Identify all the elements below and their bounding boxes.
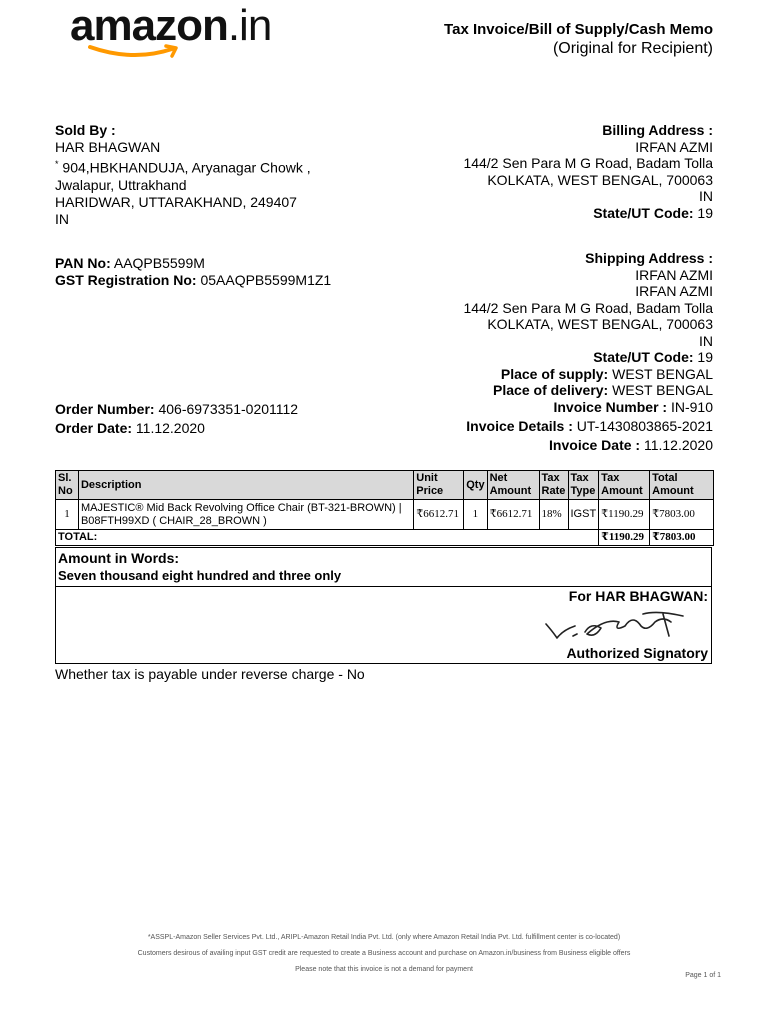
invoice-date-row — [466, 436, 713, 455]
pan-row — [55, 255, 331, 272]
col-total-amount-header: Total Amount — [650, 471, 714, 500]
row-total-amount: ₹7803.00 — [650, 500, 714, 530]
shipping-state-value: 19 — [693, 349, 713, 365]
shipping-line1: 144/2 Sen Para M G Road, Badam Tolla — [463, 299, 713, 316]
signature-image — [543, 608, 693, 644]
order-number-value: 406-6973351-0201112 — [154, 401, 299, 417]
seller-address-line3: HARIDWAR, UTTARAKHAND, 249407 — [55, 193, 297, 210]
total-tax-amount: ₹1190.29 — [599, 530, 650, 546]
box-divider — [56, 586, 711, 587]
invoice-number-row — [466, 398, 713, 417]
authorized-signatory-label: Authorized Signatory — [566, 645, 708, 661]
place-of-delivery-value: WEST BENGAL — [608, 382, 713, 398]
shipping-state-label: State/UT Code: — [593, 349, 694, 365]
place-of-supply-value: WEST BENGAL — [608, 365, 713, 382]
footer-line1: *ASSPL-Amazon Seller Services Pvt. Ltd., ARIPL-Amazon Retail India Pvt. Ltd. (only where Amazon Retail India Pvt. Ltd. fulfillment center is co-located) — [147, 934, 621, 941]
row-sl: 1 — [56, 500, 79, 530]
place-of-delivery-label: Place of delivery: — [493, 382, 609, 398]
col-description-header: Description — [78, 471, 413, 500]
invoice-date-value: 11.12.2020 — [640, 437, 713, 453]
seller-name: HAR BHAGWAN — [55, 139, 161, 155]
seller-block — [55, 122, 311, 228]
col-qty-header: Qty — [464, 471, 487, 500]
amount-words-box — [55, 547, 712, 664]
invoice-title — [444, 20, 713, 58]
items-table — [55, 470, 714, 546]
table-row — [56, 500, 714, 530]
billing-name: IRFAN AZMI — [635, 138, 713, 155]
page-number: Page 1 of 1 — [685, 972, 721, 979]
table-total-row — [56, 530, 714, 546]
invoice-details-label: Invoice Details : — [466, 418, 573, 434]
order-number-label: Order Number: — [55, 401, 155, 417]
gst-label: GST Registration No: — [55, 272, 197, 288]
order-date-value: 11.12.2020 — [132, 420, 205, 436]
billing-block — [463, 122, 713, 221]
billing-line3: IN — [699, 188, 713, 204]
amazon-logo — [70, 1, 272, 50]
title-line2: (Original for Recipient) — [552, 40, 713, 57]
row-unit-price: ₹6612.71 — [414, 500, 464, 530]
billing-state-label: State/UT Code: — [593, 204, 694, 221]
col-sl-header: Sl. No — [56, 471, 79, 500]
row-tax-rate: 18% — [539, 500, 568, 530]
footer-line3: Please note that this invoice is not a demand for payment — [295, 966, 473, 973]
pan-label: PAN No: — [55, 255, 111, 271]
invoice-details-value: UT-1430803865-2021 — [572, 418, 713, 434]
sold-by-label: Sold By : — [55, 122, 116, 138]
col-net-amount-header: Net Amount — [487, 471, 539, 500]
order-number-row — [55, 400, 298, 419]
gst-row — [55, 272, 331, 289]
shipping-state-row — [463, 349, 713, 366]
seller-address-line1-text: 904,HBKHANDUJA, Aryanagar Chowk , — [58, 159, 311, 176]
invoice-block — [466, 398, 713, 455]
col-tax-type-header: Tax Type — [568, 471, 599, 500]
billing-label: Billing Address : — [602, 122, 713, 138]
invoice-number-value: IN-910 — [667, 399, 713, 415]
row-net-amount: ₹6612.71 — [487, 500, 539, 530]
footer-line2: Customers desirous of availing input GST credit are requested to create a Business account and purchase on Amazon.in/business from Business eligible offers — [137, 950, 631, 957]
shipping-label: Shipping Address : — [585, 250, 713, 266]
amount-words-value: Seven thousand eight hundred and three only — [58, 568, 342, 583]
invoice-number-label: Invoice Number : — [553, 399, 668, 415]
col-tax-amount-header: Tax Amount — [599, 471, 650, 500]
order-date-row — [55, 419, 298, 438]
billing-state-row — [463, 205, 713, 222]
shipping-line3: IN — [699, 332, 713, 349]
invoice-date-label: Invoice Date : — [549, 437, 641, 453]
title-line1: Tax Invoice/Bill of Supply/Cash Memo — [444, 21, 713, 38]
row-tax-type: IGST — [568, 500, 599, 530]
place-of-supply-label: Place of supply: — [500, 365, 609, 382]
amount-words-label: Amount in Words: — [58, 550, 180, 566]
for-seller-label: For HAR BHAGWAN: — [568, 588, 708, 604]
order-block — [55, 400, 298, 438]
total-label: TOTAL: — [56, 530, 599, 546]
invoice-details-row — [466, 417, 713, 436]
seller-tax-ids — [55, 255, 331, 289]
shipping-block — [463, 250, 713, 399]
seller-address-line1 — [55, 156, 311, 177]
col-tax-rate-header: Tax Rate — [539, 471, 568, 500]
place-of-delivery-row — [463, 382, 713, 399]
shipping-line2: KOLKATA, WEST BENGAL, 700063 — [487, 316, 713, 332]
shipping-name2: IRFAN AZMI — [635, 283, 713, 299]
billing-state-value: 19 — [693, 204, 713, 221]
asterisk-mark: * — [55, 159, 59, 169]
total-amount: ₹7803.00 — [650, 530, 714, 546]
logo-text-main: amazon — [70, 1, 228, 50]
row-tax-amount: ₹1190.29 — [599, 500, 650, 530]
place-of-supply-row — [463, 366, 713, 383]
seller-address-line2: Jwalapur, Uttrakhand — [55, 176, 187, 193]
logo-text-tld: .in — [227, 1, 272, 50]
gst-value: 05AAQPB5599M1Z1 — [196, 272, 332, 288]
pan-value: AAQPB5599M — [110, 255, 205, 271]
col-unit-price-header: Unit Price — [414, 471, 464, 500]
amazon-smile-icon — [88, 44, 180, 60]
reverse-charge-note: Whether tax is payable under reverse charge - No — [55, 666, 365, 682]
billing-line2: KOLKATA, WEST BENGAL, 700063 — [487, 171, 713, 188]
billing-line1: 144/2 Sen Para M G Road, Badam Tolla — [463, 155, 713, 171]
order-date-label: Order Date: — [55, 420, 133, 436]
seller-address-line4: IN — [55, 210, 69, 227]
table-header-row — [56, 471, 714, 500]
shipping-name1: IRFAN AZMI — [635, 266, 713, 283]
row-description: MAJESTIC® Mid Back Revolving Office Chair (BT-321-BROWN) | B08FTH99XD ( CHAIR_28_BROWN ) — [78, 500, 413, 530]
row-qty: 1 — [464, 500, 487, 530]
